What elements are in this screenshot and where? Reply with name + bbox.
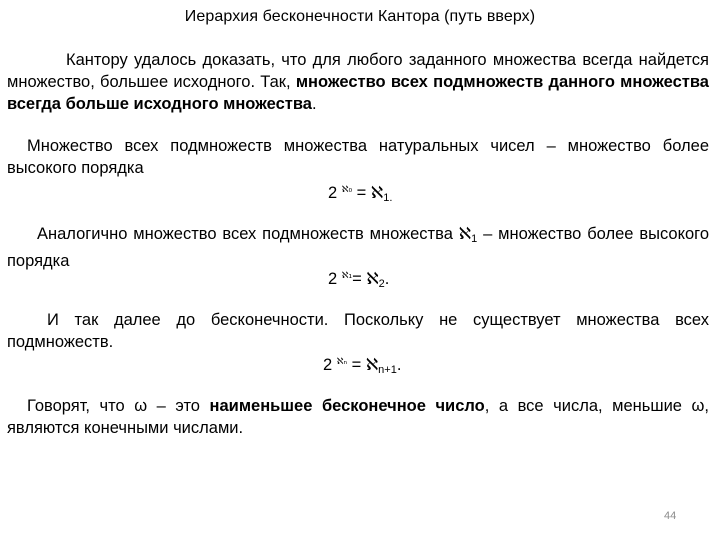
page-number: 44: [664, 510, 677, 522]
formula-subscript: n+1: [378, 364, 397, 376]
paragraph-text-end: – множество более высокого порядка: [7, 225, 710, 270]
paragraph-natural-numbers: Множество всех подмножеств множества натуральных чисел – множество более высокого порядка: [7, 137, 709, 177]
formula-aleph-2: [328, 266, 389, 294]
slide-title: Иерархия бесконечности Кантора (путь вверх): [184, 8, 536, 25]
aleph-subscript: 1: [471, 233, 478, 245]
formula-exponent: ℵ₁: [341, 271, 353, 281]
paragraph-infinity: И так далее до бесконечности. Поскольку не существует множества всех подмножеств.: [7, 311, 709, 351]
formula-exponent: ℵₙ: [336, 357, 348, 367]
formula-aleph: ℵ: [365, 355, 379, 374]
paragraph-text-end: , а все числа, меньшие ω, являются конечными числами.: [7, 397, 709, 437]
formula-exponent: ℵ₀: [341, 185, 353, 195]
formula-aleph-n-plus-1: [323, 352, 401, 380]
formula-aleph-1: [328, 180, 392, 208]
formula-base: 2: [323, 356, 337, 374]
paragraph-analogous: [7, 223, 709, 272]
paragraph-text-end: .: [311, 95, 317, 113]
formula-period: .: [396, 356, 402, 374]
formula-aleph: ℵ: [370, 183, 384, 202]
formula-aleph: ℵ: [366, 269, 379, 288]
formula-equals: =: [352, 184, 371, 202]
paragraph-text: Аналогично множество всех подмножеств множества: [37, 225, 459, 243]
formula-base: 2: [328, 184, 342, 202]
formula-equals: =: [347, 356, 366, 374]
formula-subscript: 1: [383, 192, 390, 204]
paragraph-bold-text: множество всех подмножеств данного множества всегда больше исходного множества: [7, 73, 709, 113]
paragraph-omega: [7, 395, 709, 439]
formula-subscript: 2: [378, 278, 385, 290]
paragraph-text: Кантору удалось доказать, что для любого заданного множества всегда найдется множество, большее исходного. Так,: [7, 51, 709, 91]
formula-period: .: [389, 192, 393, 204]
paragraph-text: Говорят, что ω – это: [27, 397, 210, 415]
formula-period: .: [384, 270, 390, 288]
aleph-symbol: ℵ: [458, 224, 472, 243]
paragraph-bold-text: наименьшее бесконечное число: [209, 397, 485, 415]
paragraph-cantor-theorem: [7, 49, 709, 115]
formula-base: 2: [328, 270, 342, 288]
formula-equals: =: [352, 270, 367, 288]
